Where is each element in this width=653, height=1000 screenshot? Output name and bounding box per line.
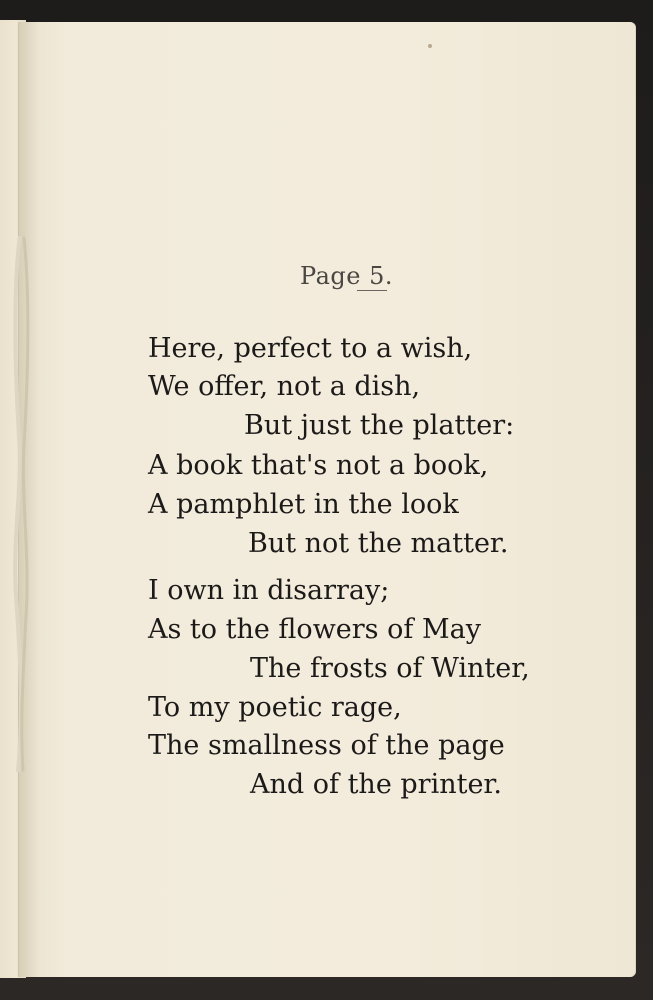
poem-line: The frosts of Winter,: [250, 653, 530, 684]
poem-line: I own in disarray;: [148, 575, 390, 606]
poem-line: To my poetic rage,: [148, 692, 402, 723]
page-number: Page 5.: [300, 262, 393, 290]
poem-line: We offer, not a dish,: [148, 371, 421, 402]
book-page: [18, 22, 636, 977]
poem-line: Here, perfect to a wish,: [148, 333, 473, 364]
page-number-underline: [357, 290, 387, 291]
poem-line: A pamphlet in the look: [148, 489, 459, 520]
poem-line: As to the flowers of May: [148, 614, 481, 645]
paper-speck: [428, 44, 432, 48]
poem-line: A book that's not a book,: [148, 450, 489, 481]
binding-thread: [10, 236, 34, 772]
poem-line: But not the matter.: [248, 528, 509, 559]
poem-line: The smallness of the page: [148, 730, 505, 761]
poem-line: And of the printer.: [250, 769, 502, 800]
poem-line: But just the platter:: [244, 410, 515, 441]
